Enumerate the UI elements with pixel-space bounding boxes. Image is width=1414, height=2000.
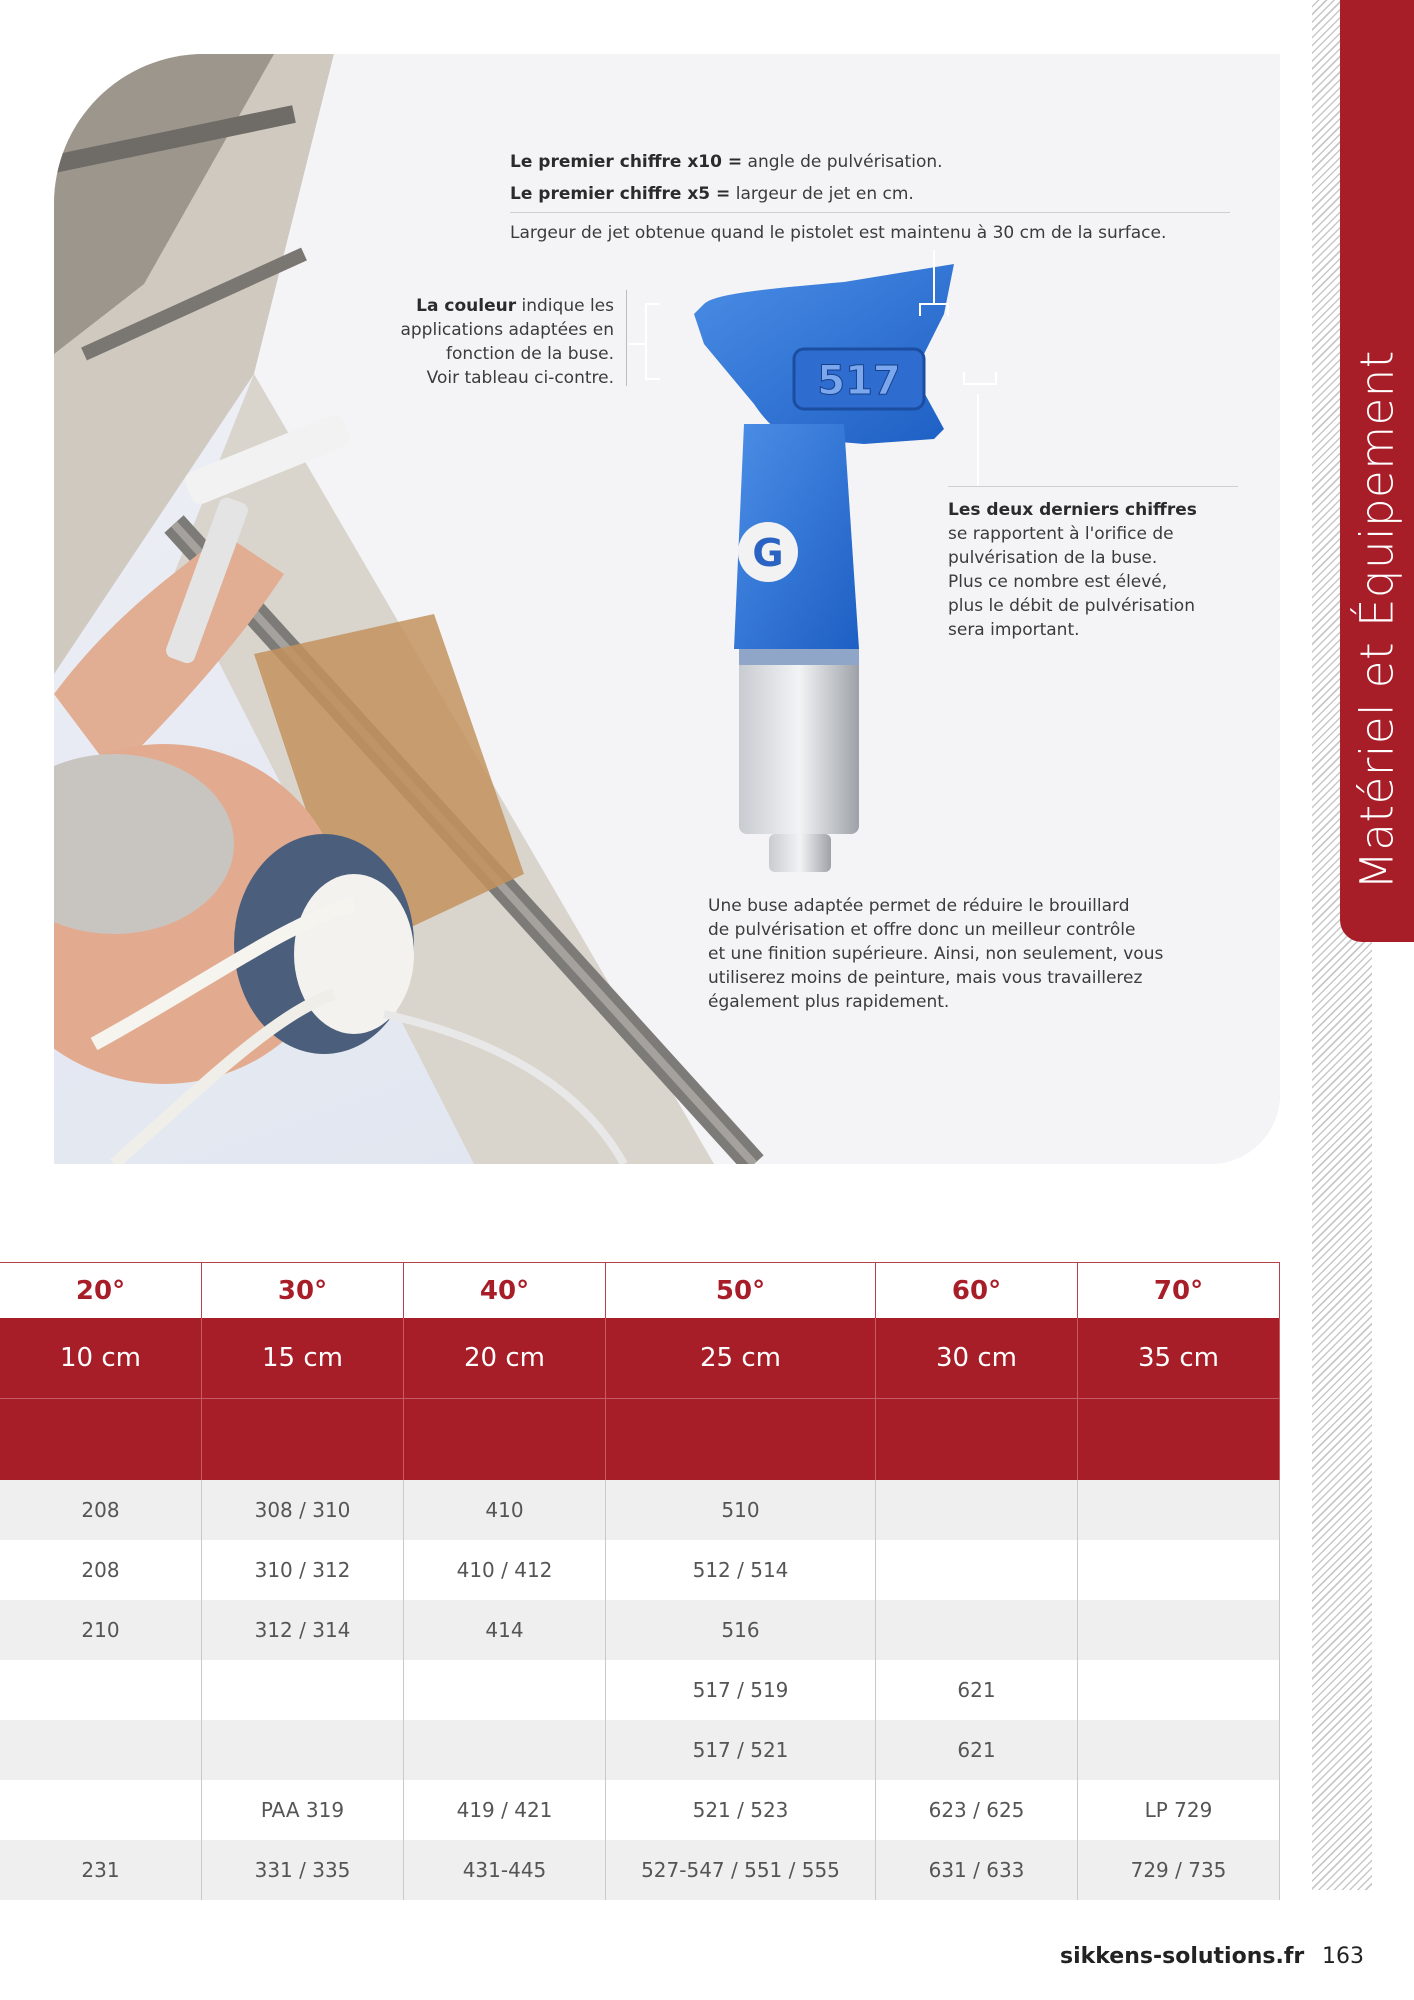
table-cell: 312 / 314 (202, 1600, 404, 1660)
couleur-note (294, 294, 614, 390)
derniers-line-4: plus le débit de pulvérisation (948, 596, 1195, 616)
note-angle-text: angle de pulvérisation. (742, 152, 943, 172)
table-row (0, 1600, 1280, 1660)
table-cell: 308 / 310 (202, 1480, 404, 1540)
buse-note (708, 894, 1228, 1014)
header-blank-cell (202, 1399, 404, 1480)
table-cell: 331 / 335 (202, 1840, 404, 1900)
note-first-digit-angle (510, 146, 1230, 178)
table-cell (876, 1480, 1078, 1540)
table-cell: 414 (404, 1600, 606, 1660)
header-width: 15 cm (202, 1318, 404, 1398)
header-angle: 50° (606, 1263, 876, 1318)
table-cell (1078, 1660, 1280, 1720)
note-divider (510, 212, 1230, 213)
buse-line-4: utiliserez moins de peinture, mais vous travaillerez (708, 968, 1143, 988)
table-header-blank (0, 1398, 1280, 1480)
derniers-rule (948, 486, 1238, 487)
table-cell: 419 / 421 (404, 1780, 606, 1840)
table-cell: 208 (0, 1540, 202, 1600)
table-row (0, 1540, 1280, 1600)
header-blank-cell (404, 1399, 606, 1480)
table-cell (0, 1660, 202, 1720)
table-cell: LP 729 (1078, 1780, 1280, 1840)
table-cell: 310 / 312 (202, 1540, 404, 1600)
couleur-rule (626, 290, 627, 386)
couleur-text-1: indique les (516, 296, 614, 316)
couleur-text-4: Voir tableau ci-contre. (426, 368, 614, 388)
table-cell: 510 (606, 1480, 876, 1540)
nozzle-table (0, 1262, 1280, 1900)
header-angle: 30° (202, 1263, 404, 1318)
header-blank-cell (876, 1399, 1078, 1480)
page-number: 163 (1322, 1944, 1364, 1969)
table-cell: 527-547 / 551 / 555 (606, 1840, 876, 1900)
table-header-widths (0, 1318, 1280, 1398)
table-cell: 621 (876, 1660, 1078, 1720)
table-cell (876, 1600, 1078, 1660)
table-cell: 521 / 523 (606, 1780, 876, 1840)
note-distance: Largeur de jet obtenue quand le pistolet est maintenu à 30 cm de la surface. (510, 223, 1167, 243)
table-cell (876, 1540, 1078, 1600)
couleur-text-3: fonction de la buse. (446, 344, 614, 364)
table-header-angles (0, 1262, 1280, 1318)
header-angle: 70° (1078, 1263, 1280, 1318)
buse-line-3: et une finition supérieure. Ainsi, non seulement, vous (708, 944, 1164, 964)
table-cell (0, 1720, 202, 1780)
table-cell: 431-445 (404, 1840, 606, 1900)
table-cell (1078, 1600, 1280, 1660)
note-width-bold: Le premier chiffre x5 = (510, 184, 731, 204)
buse-line-2: de pulvérisation et offre donc un meilleur contrôle (708, 920, 1136, 940)
derniers-line-1: se rapportent à l'orifice de (948, 524, 1174, 544)
header-width: 30 cm (876, 1318, 1078, 1398)
table-row (0, 1720, 1280, 1780)
header-width: 25 cm (606, 1318, 876, 1398)
tip-number-label: 517 (817, 358, 901, 404)
table-cell (0, 1780, 202, 1840)
table-row (0, 1480, 1280, 1540)
table-cell (1078, 1720, 1280, 1780)
table-row (0, 1840, 1280, 1900)
derniers-bold: Les deux derniers chiffres (948, 500, 1197, 520)
table-cell (1078, 1540, 1280, 1600)
note-angle-bold: Le premier chiffre x10 = (510, 152, 743, 172)
derniers-line-3: Plus ce nombre est élevé, (948, 572, 1168, 592)
side-tab-label: Matériel et Équipement (1350, 350, 1404, 890)
table-cell (202, 1720, 404, 1780)
derniers-note (948, 498, 1248, 642)
derniers-line-5: sera important. (948, 620, 1080, 640)
couleur-text-2: applications adaptées en (400, 320, 614, 340)
table-row (0, 1660, 1280, 1720)
table-cell: 410 (404, 1480, 606, 1540)
buse-line-5: également plus rapidement. (708, 992, 950, 1012)
header-width: 10 cm (0, 1318, 202, 1398)
table-cell: 516 (606, 1600, 876, 1660)
header-width: 20 cm (404, 1318, 606, 1398)
table-cell (404, 1720, 606, 1780)
top-notes (510, 146, 1230, 249)
buse-line-1: Une buse adaptée permet de réduire le brouillard (708, 896, 1130, 916)
table-cell: 621 (876, 1720, 1078, 1780)
table-row (0, 1780, 1280, 1840)
header-blank-cell (1078, 1399, 1280, 1480)
table-cell: 410 / 412 (404, 1540, 606, 1600)
header-angle: 20° (0, 1263, 202, 1318)
header-blank-cell (606, 1399, 876, 1480)
table-cell: 729 / 735 (1078, 1840, 1280, 1900)
table-cell: 517 / 521 (606, 1720, 876, 1780)
table-cell: 631 / 633 (876, 1840, 1078, 1900)
note-first-digit-width (510, 178, 1230, 210)
derniers-line-2: pulvérisation de la buse. (948, 548, 1158, 568)
note-width-text: largeur de jet en cm. (730, 184, 914, 204)
table-cell (1078, 1480, 1280, 1540)
tip-brand-letter: G (752, 531, 784, 575)
table-cell: 623 / 625 (876, 1780, 1078, 1840)
table-cell: 517 / 519 (606, 1660, 876, 1720)
table-cell: 210 (0, 1600, 202, 1660)
table-cell: 208 (0, 1480, 202, 1540)
table-cell: 512 / 514 (606, 1540, 876, 1600)
header-angle: 40° (404, 1263, 606, 1318)
table-cell: 231 (0, 1840, 202, 1900)
header-blank-cell (0, 1399, 202, 1480)
table-cell: PAA 319 (202, 1780, 404, 1840)
footer-website: sikkens-solutions.fr (1060, 1944, 1305, 1969)
couleur-bold: La couleur (416, 296, 517, 316)
table-cell (202, 1660, 404, 1720)
table-cell (404, 1660, 606, 1720)
header-width: 35 cm (1078, 1318, 1280, 1398)
hero-image (54, 54, 1280, 1164)
header-angle: 60° (876, 1263, 1078, 1318)
